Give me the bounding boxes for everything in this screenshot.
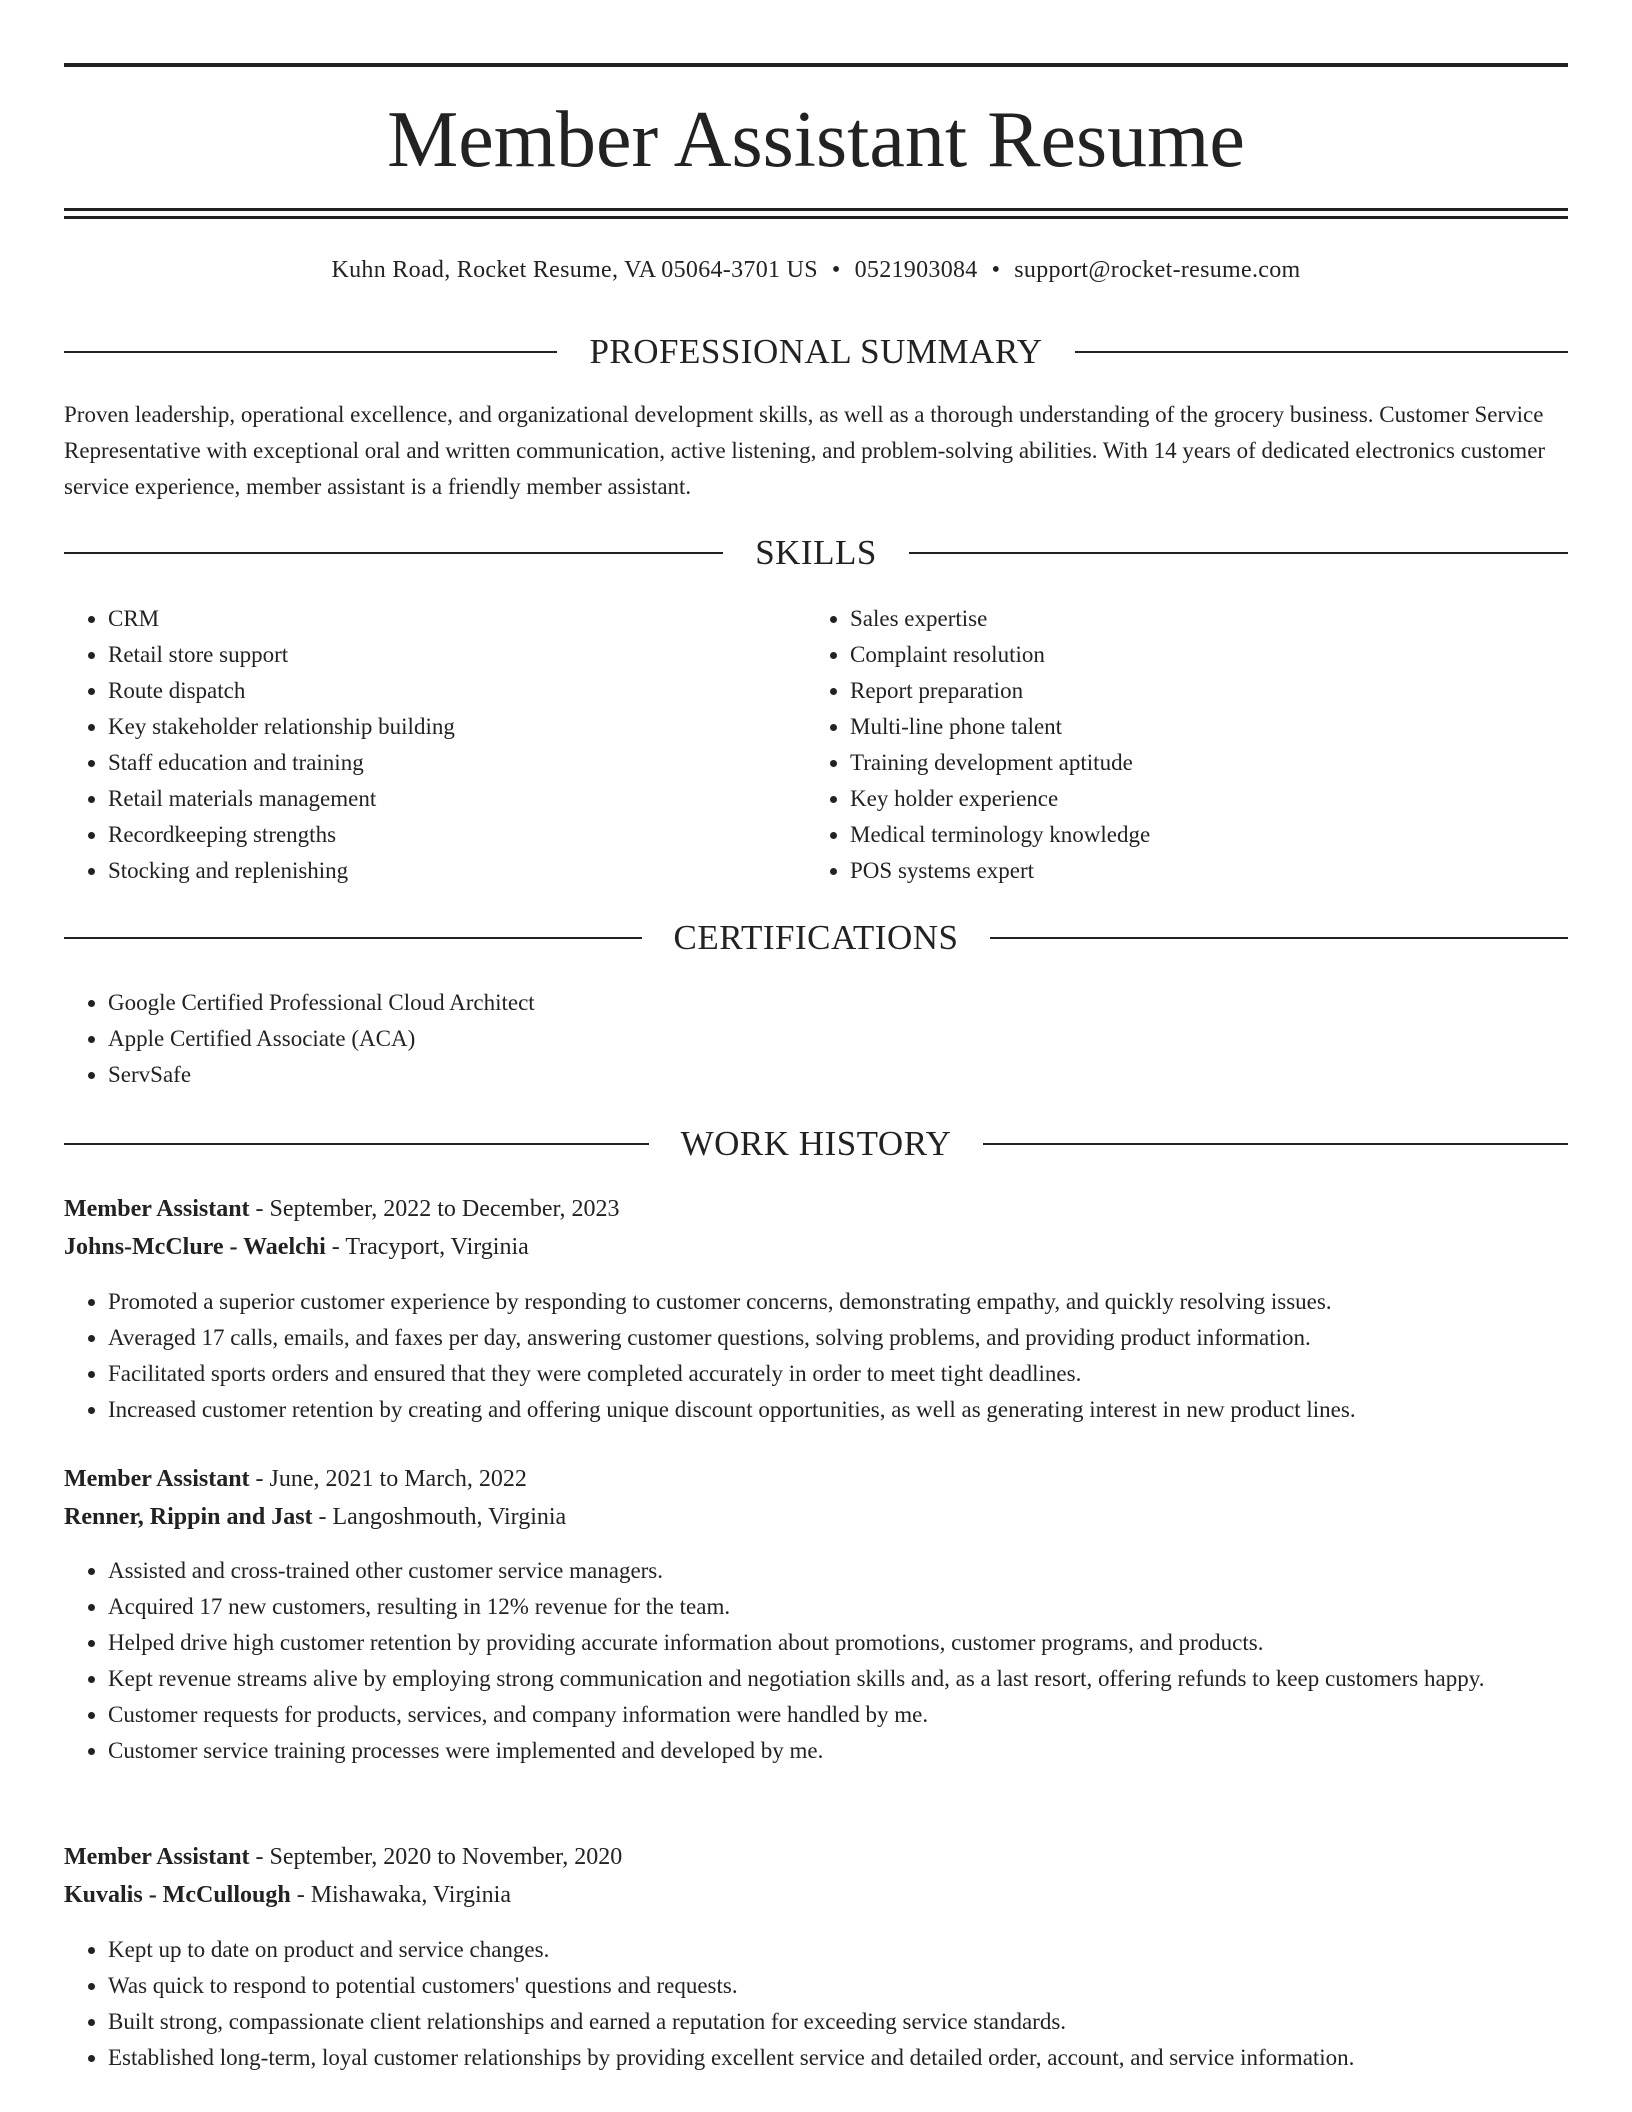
- section-title: PROFESSIONAL SUMMARY: [589, 332, 1043, 371]
- job-title: Member Assistant: [64, 1844, 250, 1870]
- job-title: Member Assistant: [64, 1196, 250, 1222]
- job-title-line: [64, 1838, 1568, 1876]
- job-bullet: • Built strong, compassionate client relationships and earned a reputation for exceeding service standards.: [108, 2004, 1568, 2040]
- job-bullet: • Increased customer retention by creating and offering unique discount opportunities, as well as generating interest in new product lines.: [108, 1392, 1568, 1428]
- job-title: Member Assistant: [64, 1466, 250, 1492]
- divider-line: [983, 1143, 1568, 1145]
- job-company: Kuvalis - McCullough: [64, 1882, 291, 1908]
- job-bullet: • Customer service training processes were implemented and developed by me.: [108, 1733, 1568, 1769]
- job-bullets: [64, 1284, 1568, 1428]
- section-title: WORK HISTORY: [680, 1124, 952, 1163]
- certifications-list: [64, 985, 1568, 1093]
- skill-item: • Route dispatch: [108, 673, 808, 709]
- skills-list-left: [64, 601, 808, 889]
- section-header-certifications: [64, 914, 1568, 962]
- skill-item: • Medical terminology knowledge: [850, 817, 1570, 853]
- job-bullet: • Averaged 17 calls, emails, and faxes per day, answering customer questions, solving problems, and providing product information.: [108, 1320, 1568, 1356]
- job-title-line: [64, 1190, 1568, 1228]
- contact-email: support@rocket-resume.com: [1014, 257, 1301, 283]
- skill-item: • Training development aptitude: [850, 745, 1570, 781]
- job-bullet: • Assisted and cross-trained other customer service managers.: [108, 1553, 1568, 1589]
- job-dates: - June, 2021 to March, 2022: [249, 1466, 527, 1492]
- section-title: CERTIFICATIONS: [673, 918, 959, 957]
- top-rule: [64, 63, 1568, 67]
- job-bullets: [64, 1553, 1568, 1769]
- title-rule-upper: [64, 208, 1568, 211]
- divider-line: [64, 1143, 649, 1145]
- section-header-summary: [64, 328, 1568, 376]
- job-dates: - September, 2022 to December, 2023: [249, 1196, 620, 1222]
- job-company-line: [64, 1876, 1568, 1914]
- skill-item: • Key stakeholder relationship building: [108, 709, 808, 745]
- job-company: Renner, Rippin and Jast: [64, 1504, 313, 1530]
- job-bullet: • Established long-term, loyal customer relationships by providing excellent service and detailed order, account, and service information.: [108, 2040, 1568, 2076]
- certification-item: • Google Certified Professional Cloud Architect: [108, 985, 1568, 1021]
- certification-item: • Apple Certified Associate (ACA): [108, 1021, 1568, 1057]
- divider-line: [64, 351, 557, 353]
- skill-item: • Staff education and training: [108, 745, 808, 781]
- skill-item: • Recordkeeping strengths: [108, 817, 808, 853]
- section-header-skills: [64, 529, 1568, 577]
- job-bullet: • Helped drive high customer retention by providing accurate information about promotions, customer programs, and products.: [108, 1625, 1568, 1661]
- skill-item: • Multi-line phone talent: [850, 709, 1570, 745]
- job-bullet: • Acquired 17 new customers, resulting in 12% revenue for the team.: [108, 1589, 1568, 1625]
- divider-line: [64, 552, 723, 554]
- job-company-line: [64, 1498, 1568, 1536]
- job-bullet: • Kept revenue streams alive by employing strong communication and negotiation skills and, as a last resort, offering refunds to keep customers happy.: [108, 1661, 1568, 1697]
- job-bullet: • Facilitated sports orders and ensured that they were completed accurately in order to meet tight deadlines.: [108, 1356, 1568, 1392]
- skill-item: • Stocking and replenishing: [108, 853, 808, 889]
- job-bullet: • Was quick to respond to potential customers' questions and requests.: [108, 1968, 1568, 2004]
- contact-line: [64, 252, 1568, 288]
- skill-item: • POS systems expert: [850, 853, 1570, 889]
- job-company: Johns-McClure - Waelchi: [64, 1234, 326, 1260]
- contact-address: Kuhn Road, Rocket Resume, VA 05064-3701 US: [331, 257, 818, 283]
- job-title-line: [64, 1460, 1568, 1498]
- skill-item: • CRM: [108, 601, 808, 637]
- certification-item: • ServSafe: [108, 1057, 1568, 1093]
- job-bullet: • Promoted a superior customer experience by responding to customer concerns, demonstrating empathy, and quickly resolving issues.: [108, 1284, 1568, 1320]
- divider-line: [990, 937, 1568, 939]
- skill-item: • Retail store support: [108, 637, 808, 673]
- divider-line: [909, 552, 1568, 554]
- job-bullets: [64, 1932, 1568, 2076]
- job-company-line: [64, 1228, 1568, 1266]
- page-title: Member Assistant Resume: [387, 96, 1245, 184]
- skill-item: • Sales expertise: [850, 601, 1570, 637]
- job-bullet: • Kept up to date on product and service changes.: [108, 1932, 1568, 1968]
- skill-item: • Retail materials management: [108, 781, 808, 817]
- job-location: - Langoshmouth, Virginia: [312, 1504, 567, 1530]
- skill-item: • Report preparation: [850, 673, 1570, 709]
- skill-item: • Complaint resolution: [850, 637, 1570, 673]
- summary-text: Proven leadership, operational excellence, and organizational development skills, as well as a thorough understanding of the grocery business. Customer Service Representative with exceptional oral and written communication, active listening, and problem-solving abilities. With 14 years of dedicated electronics customer service experience, member assistant is a friendly member assistant.: [64, 402, 1546, 499]
- section-header-work-history: [64, 1120, 1568, 1168]
- contact-phone: 0521903084: [854, 257, 978, 283]
- title-rule-lower: [64, 216, 1568, 219]
- job-bullet: • Customer requests for products, services, and company information were handled by me.: [108, 1697, 1568, 1733]
- section-title: SKILLS: [755, 533, 877, 572]
- contact-separator: •: [991, 257, 1001, 283]
- divider-line: [64, 937, 642, 939]
- contact-separator: •: [831, 257, 841, 283]
- skill-item: • Key holder experience: [850, 781, 1570, 817]
- job-location: - Mishawaka, Virginia: [290, 1882, 512, 1908]
- divider-line: [1075, 351, 1568, 353]
- job-location: - Tracyport, Virginia: [325, 1234, 529, 1260]
- skills-list-right: [806, 601, 1570, 889]
- job-dates: - September, 2020 to November, 2020: [249, 1844, 623, 1870]
